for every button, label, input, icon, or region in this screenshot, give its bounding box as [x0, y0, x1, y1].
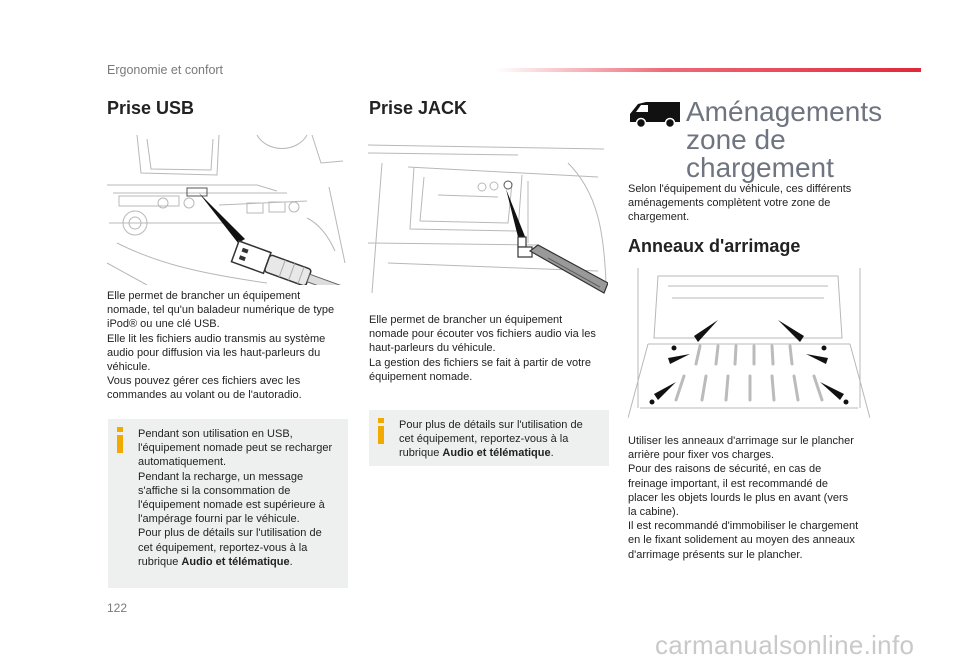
usb-info-line: s'affiche si la consommation de — [138, 484, 291, 497]
header-section-title: Ergonomie et confort — [107, 63, 224, 77]
anchors-description-line: freinage important, il est recommandé de — [628, 477, 828, 490]
usb-description-line: Elle lit les fichiers audio transmis au système — [107, 332, 326, 345]
van-icon-wrapper — [628, 100, 682, 128]
van-icon — [628, 100, 682, 128]
usb-info-suffix: . — [289, 555, 293, 568]
cargo-intro-line: Selon l'équipement du véhicule, ces différents — [628, 183, 852, 195]
anchors-description-line: la cabine). — [628, 506, 679, 519]
anchors-section-title: Anneaux d'arrimage — [628, 236, 801, 256]
jack-info-last-line — [399, 446, 583, 460]
anchors-description-line: placer les objets lourds le plus en avant (vers — [628, 491, 849, 504]
anchors-description-line: arrière pour fixer vos charges. — [628, 449, 775, 462]
usb-info-text — [138, 427, 332, 569]
usb-info-prefix: rubrique — [138, 555, 182, 568]
usb-info-line: Pendant la recharge, un message — [138, 470, 304, 483]
jack-description-line: équipement nomade. — [369, 370, 473, 383]
usb-info-line: l'équipement nomade est supérieure à — [138, 499, 325, 512]
usb-info-line: l'équipement nomade peut se recharger — [138, 442, 333, 455]
cargo-title-line: chargement — [686, 152, 834, 183]
usb-illustration — [107, 133, 349, 285]
info-icon — [114, 427, 126, 453]
cargo-intro — [628, 182, 851, 225]
jack-info-text — [399, 418, 583, 461]
jack-description-line: La gestion des fichiers se fait à partir de votre — [369, 356, 591, 369]
usb-description-line: Elle permet de brancher un équipement — [107, 290, 301, 302]
usb-info-line: cet équipement, reportez-vous à la — [138, 541, 308, 554]
usb-description-line: audio pour diffusion via les haut-parleurs du — [107, 346, 321, 359]
usb-info-line: Pendant son utilisation en USB, — [138, 428, 293, 440]
cargo-title-line: Aménagements — [686, 96, 883, 127]
usb-description-line: nomade, tel qu'un baladeur numérique de type — [107, 304, 335, 317]
header-accent-rule — [495, 68, 921, 72]
anchors-illustration — [628, 268, 870, 426]
jack-section-title: Prise JACK — [369, 98, 468, 118]
cargo-section-title — [686, 98, 882, 182]
page-number: 122 — [107, 601, 128, 615]
usb-description — [107, 289, 334, 403]
anchors-description-line: Pour des raisons de sécurité, en cas de — [628, 463, 822, 476]
jack-port-diagram — [368, 133, 608, 296]
cargo-floor-diagram — [628, 268, 870, 426]
jack-audio-link-text: Audio et télématique — [442, 447, 551, 460]
info-icon — [375, 418, 387, 444]
cargo-intro-line: chargement. — [628, 211, 690, 224]
jack-info-suffix: . — [550, 447, 554, 460]
usb-info-line: automatiquement. — [138, 456, 227, 469]
usb-audio-link-text: Audio et télématique — [181, 555, 290, 568]
usb-description-line: Vous pouvez gérer ces fichiers avec les — [107, 375, 301, 388]
jack-description-line: nomade pour écouter vos fichiers audio via les — [369, 328, 596, 341]
jack-illustration — [368, 133, 608, 296]
jack-info-line: cet équipement, reportez-vous à la — [399, 433, 569, 446]
jack-description — [369, 313, 596, 384]
usb-port-diagram — [107, 133, 349, 285]
cargo-title-line: zone de — [686, 124, 786, 155]
anchors-description-line: Il est recommandé d'immobiliser le chargement — [628, 520, 859, 533]
anchors-description-line: d'arrimage présents sur le plancher. — [628, 548, 803, 561]
jack-info-prefix: rubrique — [399, 447, 443, 460]
anchors-description — [628, 434, 858, 562]
cargo-intro-line: aménagements complètent votre zone de — [628, 197, 831, 210]
usb-info-line: l'ampérage fourni par le véhicule. — [138, 513, 300, 526]
usb-description-line: commandes au volant ou de l'autoradio. — [107, 389, 302, 402]
anchors-description-line: en le fixant solidement au moyen des anneaux — [628, 534, 855, 547]
usb-info-line: Pour plus de détails sur l'utilisation de — [138, 527, 322, 540]
jack-info-line: Pour plus de détails sur l'utilisation de — [399, 419, 583, 431]
usb-info-box — [108, 419, 348, 588]
watermark-text: carmanualsonline.info — [655, 630, 915, 660]
usb-description-line: iPod® ou une clé USB. — [107, 318, 220, 331]
jack-info-box — [369, 410, 609, 466]
jack-description-line: haut-parleurs du véhicule. — [369, 342, 496, 355]
usb-info-last-line — [138, 555, 332, 569]
usb-description-line: véhicule. — [107, 361, 151, 374]
jack-description-line: Elle permet de brancher un équipement — [369, 314, 563, 326]
anchors-description-line: Utiliser les anneaux d'arrimage sur le plancher — [628, 435, 854, 447]
usb-section-title: Prise USB — [107, 98, 195, 118]
